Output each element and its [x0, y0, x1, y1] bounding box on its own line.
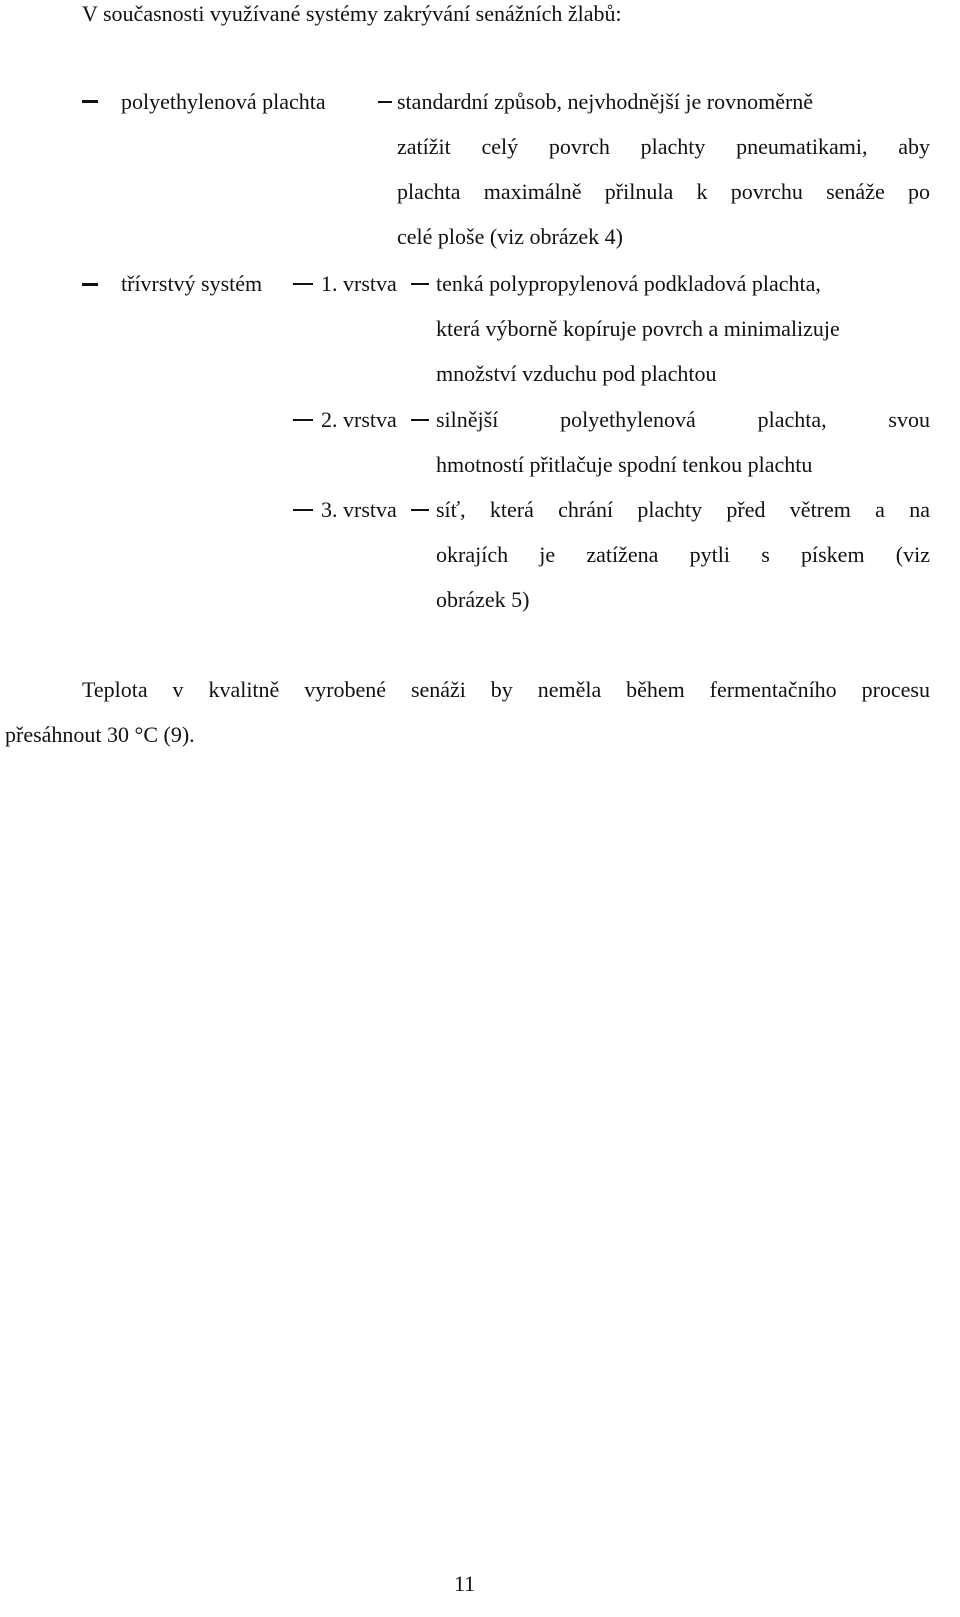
paragraph-line: Teplota v kvalitně vyrobené senáži by neměla během fermentačního procesu [82, 677, 930, 702]
paragraph-line: přesáhnout 30 °C (9). [5, 722, 195, 747]
layer-description-line: množství vzduchu pod plachtou [436, 361, 717, 386]
layer-description-line: tenká polypropylenová podkladová plachta, [436, 271, 821, 296]
layer-label: 2. vrstva [321, 407, 397, 432]
item-description-line: standardní způsob, nejvhodnější je rovnoměrně [397, 89, 814, 114]
list-bullet-dash [82, 283, 98, 286]
separator-dash [411, 509, 429, 511]
layer-description-line: obrázek 5) [436, 587, 530, 612]
layer-description-line: okrajích je zatížena pytli s pískem (viz [436, 542, 930, 567]
layer-description-line: síť, která chrání plachty před větrem a na [436, 497, 930, 522]
layer-label: 3. vrstva [321, 497, 397, 522]
layer-label: 1. vrstva [321, 271, 397, 296]
item-name: třívrstvý systém [121, 271, 263, 296]
section-heading: V současnosti využívané systémy zakrývání senážních žlabů: [82, 1, 622, 26]
separator-dash [378, 101, 392, 103]
item-description-line: celé ploše (viz obrázek 4) [397, 224, 623, 249]
separator-dash [411, 419, 429, 421]
separator-dash [411, 283, 429, 285]
separator-dash [293, 509, 313, 511]
page-number: 11 [454, 1571, 476, 1596]
item-description-line: zatížit celý povrch plachty pneumatikami, aby [397, 134, 930, 159]
layer-description-line: která výborně kopíruje povrch a minimalizuje [436, 316, 840, 341]
layer-description-line: silnější polyethylenová plachta, svou [436, 407, 930, 432]
layer-description-line: hmotností přitlačuje spodní tenkou plachtu [436, 452, 813, 477]
list-bullet-dash [82, 100, 98, 103]
item-name: polyethylenová plachta [121, 89, 326, 114]
separator-dash [293, 419, 313, 421]
item-description-line: plachta maximálně přilnula k povrchu senáže po [397, 179, 930, 204]
separator-dash [293, 283, 313, 285]
